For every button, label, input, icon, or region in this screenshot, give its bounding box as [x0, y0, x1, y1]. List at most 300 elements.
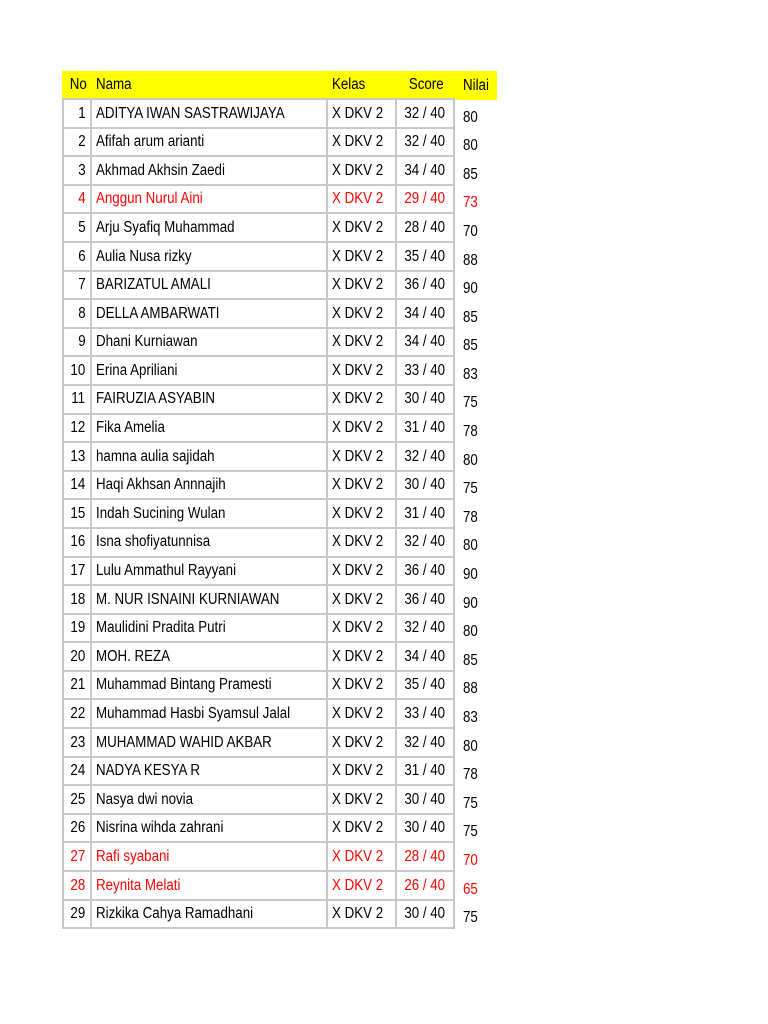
cell-score — [397, 272, 454, 301]
table-row — [62, 843, 497, 872]
cell-kelas — [328, 758, 397, 787]
cell-nilai-text: 78 — [462, 508, 478, 526]
cell-kelas — [328, 100, 397, 129]
cell-no — [62, 415, 92, 444]
cell-kelas — [328, 186, 397, 215]
header-kelas — [328, 71, 397, 100]
cell-nama — [92, 472, 328, 501]
cell-score — [397, 186, 454, 215]
cell-no-text: 5 — [77, 218, 86, 236]
cell-score-text: 36 / 40 — [404, 562, 446, 580]
cell-nilai — [455, 901, 497, 930]
cell-nama-text: Rafi syabani — [96, 847, 170, 865]
cell-kelas-text: X DKV 2 — [331, 905, 384, 923]
cell-nilai — [455, 500, 497, 529]
cell-kelas — [328, 443, 397, 472]
cell-nama-text: M. NUR ISNAINI KURNIAWAN — [96, 590, 280, 608]
cell-nama-text: MOH. REZA — [96, 647, 171, 665]
cell-kelas-text: X DKV 2 — [331, 590, 384, 608]
cell-nama — [92, 186, 328, 215]
cell-kelas — [328, 272, 397, 301]
table-row — [62, 186, 497, 215]
cell-no — [62, 100, 92, 129]
table-header-row — [62, 71, 497, 100]
cell-nama-text: Lulu Ammathul Rayyani — [96, 562, 237, 580]
cell-no-text: 14 — [70, 476, 86, 494]
cell-nilai-text: 65 — [462, 880, 478, 898]
cell-nama — [92, 700, 328, 729]
table-row — [62, 643, 497, 672]
cell-no-text: 17 — [70, 562, 86, 580]
cell-kelas-text: X DKV 2 — [331, 847, 384, 865]
cell-kelas-text: X DKV 2 — [331, 161, 384, 179]
cell-score — [397, 500, 454, 529]
cell-kelas — [328, 729, 397, 758]
cell-nilai — [455, 529, 497, 558]
table-row — [62, 272, 497, 301]
cell-score-text: 32 / 40 — [404, 447, 446, 465]
cell-nilai — [455, 129, 497, 158]
cell-kelas — [328, 586, 397, 615]
cell-no-text: 22 — [70, 705, 86, 723]
table-row — [62, 129, 497, 158]
table-row — [62, 357, 497, 386]
cell-nilai-text: 80 — [462, 737, 478, 755]
cell-no — [62, 386, 92, 415]
table-row — [62, 157, 497, 186]
cell-kelas-text: X DKV 2 — [331, 190, 384, 208]
cell-no-text: 6 — [77, 247, 86, 265]
cell-kelas — [328, 901, 397, 930]
cell-no-text: 16 — [70, 533, 86, 551]
table-row — [62, 786, 497, 815]
cell-nilai-text: 70 — [462, 222, 478, 240]
cell-nilai-text: 80 — [462, 623, 478, 641]
cell-score-text: 28 / 40 — [404, 218, 446, 236]
cell-nilai — [455, 472, 497, 501]
cell-nilai-text: 80 — [462, 137, 478, 155]
cell-score — [397, 729, 454, 758]
cell-nilai — [455, 157, 497, 186]
cell-nilai-text: 90 — [462, 566, 478, 584]
cell-kelas — [328, 500, 397, 529]
cell-kelas-text: X DKV 2 — [331, 647, 384, 665]
cell-nama-text: Nasya dwi novia — [96, 790, 194, 808]
cell-nama — [92, 357, 328, 386]
cell-nilai-text: 78 — [462, 766, 478, 784]
cell-nama-text: Indah Sucining Wulan — [96, 504, 226, 522]
cell-nilai — [455, 300, 497, 329]
cell-kelas — [328, 386, 397, 415]
cell-nilai — [455, 415, 497, 444]
cell-score-text: 36 / 40 — [404, 276, 446, 294]
cell-nama — [92, 272, 328, 301]
cell-score — [397, 357, 454, 386]
cell-no-text: 9 — [77, 333, 86, 351]
table-row — [62, 415, 497, 444]
cell-kelas-text: X DKV 2 — [331, 762, 384, 780]
cell-score — [397, 615, 454, 644]
score-table — [62, 71, 497, 929]
cell-score — [397, 157, 454, 186]
cell-score-text: 34 / 40 — [404, 333, 446, 351]
cell-nilai-text: 88 — [462, 251, 478, 269]
header-score — [397, 71, 454, 100]
cell-nilai — [455, 615, 497, 644]
cell-nama — [92, 729, 328, 758]
cell-nama — [92, 386, 328, 415]
cell-nilai — [455, 786, 497, 815]
cell-score — [397, 643, 454, 672]
cell-kelas-text: X DKV 2 — [331, 705, 384, 723]
cell-kelas-text: X DKV 2 — [331, 361, 384, 379]
cell-nilai — [455, 700, 497, 729]
cell-no — [62, 700, 92, 729]
cell-score-text: 34 / 40 — [404, 304, 446, 322]
cell-kelas — [328, 472, 397, 501]
cell-score-text: 34 / 40 — [404, 161, 446, 179]
cell-nilai — [455, 272, 497, 301]
cell-kelas-text: X DKV 2 — [331, 533, 384, 551]
cell-no — [62, 243, 92, 272]
cell-nama — [92, 100, 328, 129]
cell-nama-text: Dhani Kurniawan — [96, 333, 198, 351]
cell-nilai-text: 75 — [462, 909, 478, 927]
header-nilai-label: Nilai — [462, 76, 489, 94]
table-row — [62, 329, 497, 358]
cell-no — [62, 558, 92, 587]
cell-score-text: 30 / 40 — [404, 390, 446, 408]
cell-kelas-text: X DKV 2 — [331, 304, 384, 322]
cell-kelas-text: X DKV 2 — [331, 876, 384, 894]
header-nama — [92, 71, 328, 100]
cell-no — [62, 157, 92, 186]
cell-no — [62, 472, 92, 501]
cell-score — [397, 786, 454, 815]
cell-no — [62, 872, 92, 901]
cell-nama-text: Isna shofiyatunnisa — [96, 533, 211, 551]
cell-no — [62, 843, 92, 872]
cell-no-text: 27 — [70, 847, 86, 865]
cell-nilai — [455, 243, 497, 272]
cell-nama — [92, 672, 328, 701]
header-score-label: Score — [408, 75, 444, 93]
cell-nama — [92, 586, 328, 615]
cell-score-text: 30 / 40 — [404, 476, 446, 494]
table-row — [62, 558, 497, 587]
cell-nilai — [455, 872, 497, 901]
cell-no-text: 11 — [71, 390, 86, 408]
cell-no — [62, 758, 92, 787]
cell-kelas-text: X DKV 2 — [331, 276, 384, 294]
cell-kelas — [328, 815, 397, 844]
table-row — [62, 100, 497, 129]
cell-kelas-text: X DKV 2 — [331, 333, 384, 351]
cell-score — [397, 815, 454, 844]
cell-nilai-text: 90 — [462, 594, 478, 612]
table-row — [62, 529, 497, 558]
cell-score — [397, 243, 454, 272]
cell-kelas — [328, 843, 397, 872]
cell-nama-text: ADITYA IWAN SASTRAWIJAYA — [96, 104, 285, 122]
cell-nilai — [455, 357, 497, 386]
cell-kelas — [328, 214, 397, 243]
cell-kelas-text: X DKV 2 — [331, 676, 384, 694]
cell-no — [62, 643, 92, 672]
cell-score — [397, 872, 454, 901]
cell-no — [62, 300, 92, 329]
cell-no — [62, 272, 92, 301]
cell-nama — [92, 243, 328, 272]
cell-no-text: 19 — [70, 619, 86, 637]
cell-nilai — [455, 843, 497, 872]
cell-no — [62, 586, 92, 615]
cell-nilai — [455, 729, 497, 758]
cell-score-text: 32 / 40 — [404, 133, 446, 151]
cell-nama — [92, 615, 328, 644]
cell-nama — [92, 529, 328, 558]
cell-no-text: 28 — [70, 876, 86, 894]
table-row — [62, 758, 497, 787]
table-row — [62, 472, 497, 501]
cell-nama — [92, 129, 328, 158]
cell-kelas — [328, 157, 397, 186]
cell-no — [62, 901, 92, 930]
cell-kelas-text: X DKV 2 — [331, 504, 384, 522]
cell-score — [397, 672, 454, 701]
cell-kelas-text: X DKV 2 — [331, 733, 384, 751]
cell-score — [397, 758, 454, 787]
cell-score-text: 31 / 40 — [404, 419, 446, 437]
cell-nilai-text: 78 — [462, 423, 478, 441]
cell-nilai-text: 75 — [462, 794, 478, 812]
cell-score-text: 31 / 40 — [404, 762, 446, 780]
cell-nama-text: FAIRUZIA ASYABIN — [96, 390, 216, 408]
cell-no — [62, 672, 92, 701]
cell-nilai — [455, 815, 497, 844]
cell-nama — [92, 643, 328, 672]
cell-kelas-text: X DKV 2 — [331, 562, 384, 580]
cell-kelas — [328, 243, 397, 272]
cell-kelas-text: X DKV 2 — [331, 619, 384, 637]
cell-kelas — [328, 700, 397, 729]
header-nilai — [455, 71, 497, 100]
table-row — [62, 500, 497, 529]
cell-nilai-text: 85 — [462, 337, 478, 355]
cell-nilai — [455, 758, 497, 787]
cell-kelas — [328, 415, 397, 444]
cell-nilai-text: 70 — [462, 851, 478, 869]
cell-nilai-text: 80 — [462, 108, 478, 126]
cell-kelas-text: X DKV 2 — [331, 790, 384, 808]
cell-nama-text: Muhammad Bintang Pramesti — [96, 676, 272, 694]
cell-score — [397, 443, 454, 472]
cell-score — [397, 100, 454, 129]
cell-nama — [92, 843, 328, 872]
cell-nama — [92, 500, 328, 529]
table-row — [62, 700, 497, 729]
cell-score-text: 32 / 40 — [404, 104, 446, 122]
cell-nilai-text: 73 — [462, 194, 478, 212]
cell-score-text: 32 / 40 — [404, 533, 446, 551]
cell-kelas — [328, 129, 397, 158]
cell-nama — [92, 214, 328, 243]
cell-nilai — [455, 386, 497, 415]
cell-nama-text: Afifah arum arianti — [96, 133, 205, 151]
cell-nilai — [455, 329, 497, 358]
cell-no-text: 4 — [77, 190, 86, 208]
cell-score-text: 28 / 40 — [404, 847, 446, 865]
cell-no-text: 20 — [70, 647, 86, 665]
cell-nama-text: Reynita Melati — [96, 876, 181, 894]
cell-no — [62, 357, 92, 386]
table-row — [62, 243, 497, 272]
cell-nilai-text: 75 — [462, 394, 478, 412]
cell-nama — [92, 329, 328, 358]
cell-nama-text: Rizkika Cahya Ramadhani — [96, 905, 254, 923]
cell-score-text: 32 / 40 — [404, 733, 446, 751]
cell-nilai — [455, 443, 497, 472]
cell-score — [397, 558, 454, 587]
cell-no — [62, 615, 92, 644]
cell-kelas — [328, 357, 397, 386]
cell-kelas — [328, 558, 397, 587]
cell-nama-text: Erina Apriliani — [96, 361, 178, 379]
cell-nama — [92, 157, 328, 186]
cell-nilai-text: 80 — [462, 451, 478, 469]
cell-no — [62, 129, 92, 158]
cell-nilai — [455, 100, 497, 129]
cell-nama — [92, 758, 328, 787]
table-row — [62, 672, 497, 701]
cell-no — [62, 815, 92, 844]
cell-nama — [92, 815, 328, 844]
cell-no — [62, 500, 92, 529]
cell-nama-text: Maulidini Pradita Putri — [96, 619, 226, 637]
table-row — [62, 872, 497, 901]
cell-nama — [92, 872, 328, 901]
cell-score-text: 34 / 40 — [404, 647, 446, 665]
cell-nama — [92, 415, 328, 444]
cell-score-text: 29 / 40 — [404, 190, 446, 208]
cell-nama — [92, 786, 328, 815]
cell-nama — [92, 443, 328, 472]
cell-score — [397, 129, 454, 158]
cell-nama-text: Akhmad Akhsin Zaedi — [96, 161, 226, 179]
cell-score — [397, 386, 454, 415]
header-no — [62, 71, 92, 100]
cell-nama-text: hamna aulia sajidah — [96, 447, 215, 465]
cell-nilai-text: 85 — [462, 308, 478, 326]
cell-no-text: 12 — [70, 419, 86, 437]
cell-no-text: 23 — [70, 733, 86, 751]
cell-kelas-text: X DKV 2 — [331, 104, 384, 122]
cell-no-text: 25 — [70, 790, 86, 808]
cell-score-text: 33 / 40 — [404, 705, 446, 723]
cell-kelas-text: X DKV 2 — [331, 133, 384, 151]
cell-nilai-text: 75 — [462, 823, 478, 841]
cell-kelas — [328, 329, 397, 358]
cell-nama-text: BARIZATUL AMALI — [96, 276, 212, 294]
cell-kelas-text: X DKV 2 — [331, 447, 384, 465]
cell-kelas — [328, 529, 397, 558]
cell-score — [397, 901, 454, 930]
cell-no-text: 21 — [70, 676, 86, 694]
table-row — [62, 300, 497, 329]
cell-score-text: 30 / 40 — [404, 790, 446, 808]
cell-nama-text: Fika Amelia — [96, 419, 166, 437]
cell-nilai — [455, 214, 497, 243]
cell-nama-text: Haqi Akhsan Annnajih — [96, 476, 226, 494]
cell-nama-text: Muhammad Hasbi Syamsul Jalal — [96, 705, 291, 723]
table-row — [62, 443, 497, 472]
cell-kelas — [328, 672, 397, 701]
cell-no-text: 13 — [70, 447, 86, 465]
cell-kelas — [328, 643, 397, 672]
cell-nilai-text: 83 — [462, 709, 478, 727]
cell-nilai-text: 83 — [462, 365, 478, 383]
cell-nama-text: NADYA KESYA R — [96, 762, 201, 780]
cell-score-text: 26 / 40 — [404, 876, 446, 894]
cell-nilai-text: 85 — [462, 651, 478, 669]
cell-no-text: 8 — [77, 304, 86, 322]
cell-nilai-text: 90 — [462, 280, 478, 298]
cell-nama-text: Aulia Nusa rizky — [96, 247, 192, 265]
cell-nilai-text: 85 — [462, 165, 478, 183]
cell-score — [397, 586, 454, 615]
cell-kelas-text: X DKV 2 — [331, 476, 384, 494]
table-row — [62, 586, 497, 615]
cell-score — [397, 214, 454, 243]
table-row — [62, 615, 497, 644]
header-no-label: No — [70, 75, 88, 93]
cell-no-text: 29 — [70, 905, 86, 923]
table-row — [62, 729, 497, 758]
table-row — [62, 901, 497, 930]
cell-score-text: 31 / 40 — [404, 504, 446, 522]
cell-nilai-text: 75 — [462, 480, 478, 498]
cell-no — [62, 329, 92, 358]
cell-nilai-text: 80 — [462, 537, 478, 555]
cell-nilai — [455, 586, 497, 615]
cell-no-text: 2 — [77, 133, 86, 151]
cell-nama-text: DELLA AMBARWATI — [96, 304, 220, 322]
table-row — [62, 386, 497, 415]
cell-nilai — [455, 643, 497, 672]
cell-nama — [92, 558, 328, 587]
cell-nilai — [455, 672, 497, 701]
cell-score — [397, 700, 454, 729]
header-kelas-label: Kelas — [331, 75, 366, 93]
cell-nama-text: MUHAMMAD WAHID AKBAR — [96, 733, 273, 751]
cell-nama-text: Nisrina wihda zahrani — [96, 819, 224, 837]
cell-score-text: 35 / 40 — [404, 247, 446, 265]
cell-no-text: 1 — [77, 104, 86, 122]
cell-nilai — [455, 186, 497, 215]
cell-no-text: 26 — [70, 819, 86, 837]
cell-kelas — [328, 872, 397, 901]
cell-no-text: 15 — [70, 504, 86, 522]
cell-no-text: 10 — [70, 361, 86, 379]
cell-kelas-text: X DKV 2 — [331, 419, 384, 437]
cell-no — [62, 186, 92, 215]
cell-score — [397, 329, 454, 358]
cell-nama-text: Arju Syafiq Muhammad — [96, 218, 235, 236]
cell-no — [62, 214, 92, 243]
cell-score — [397, 472, 454, 501]
cell-kelas-text: X DKV 2 — [331, 819, 384, 837]
cell-kelas-text: X DKV 2 — [331, 218, 384, 236]
